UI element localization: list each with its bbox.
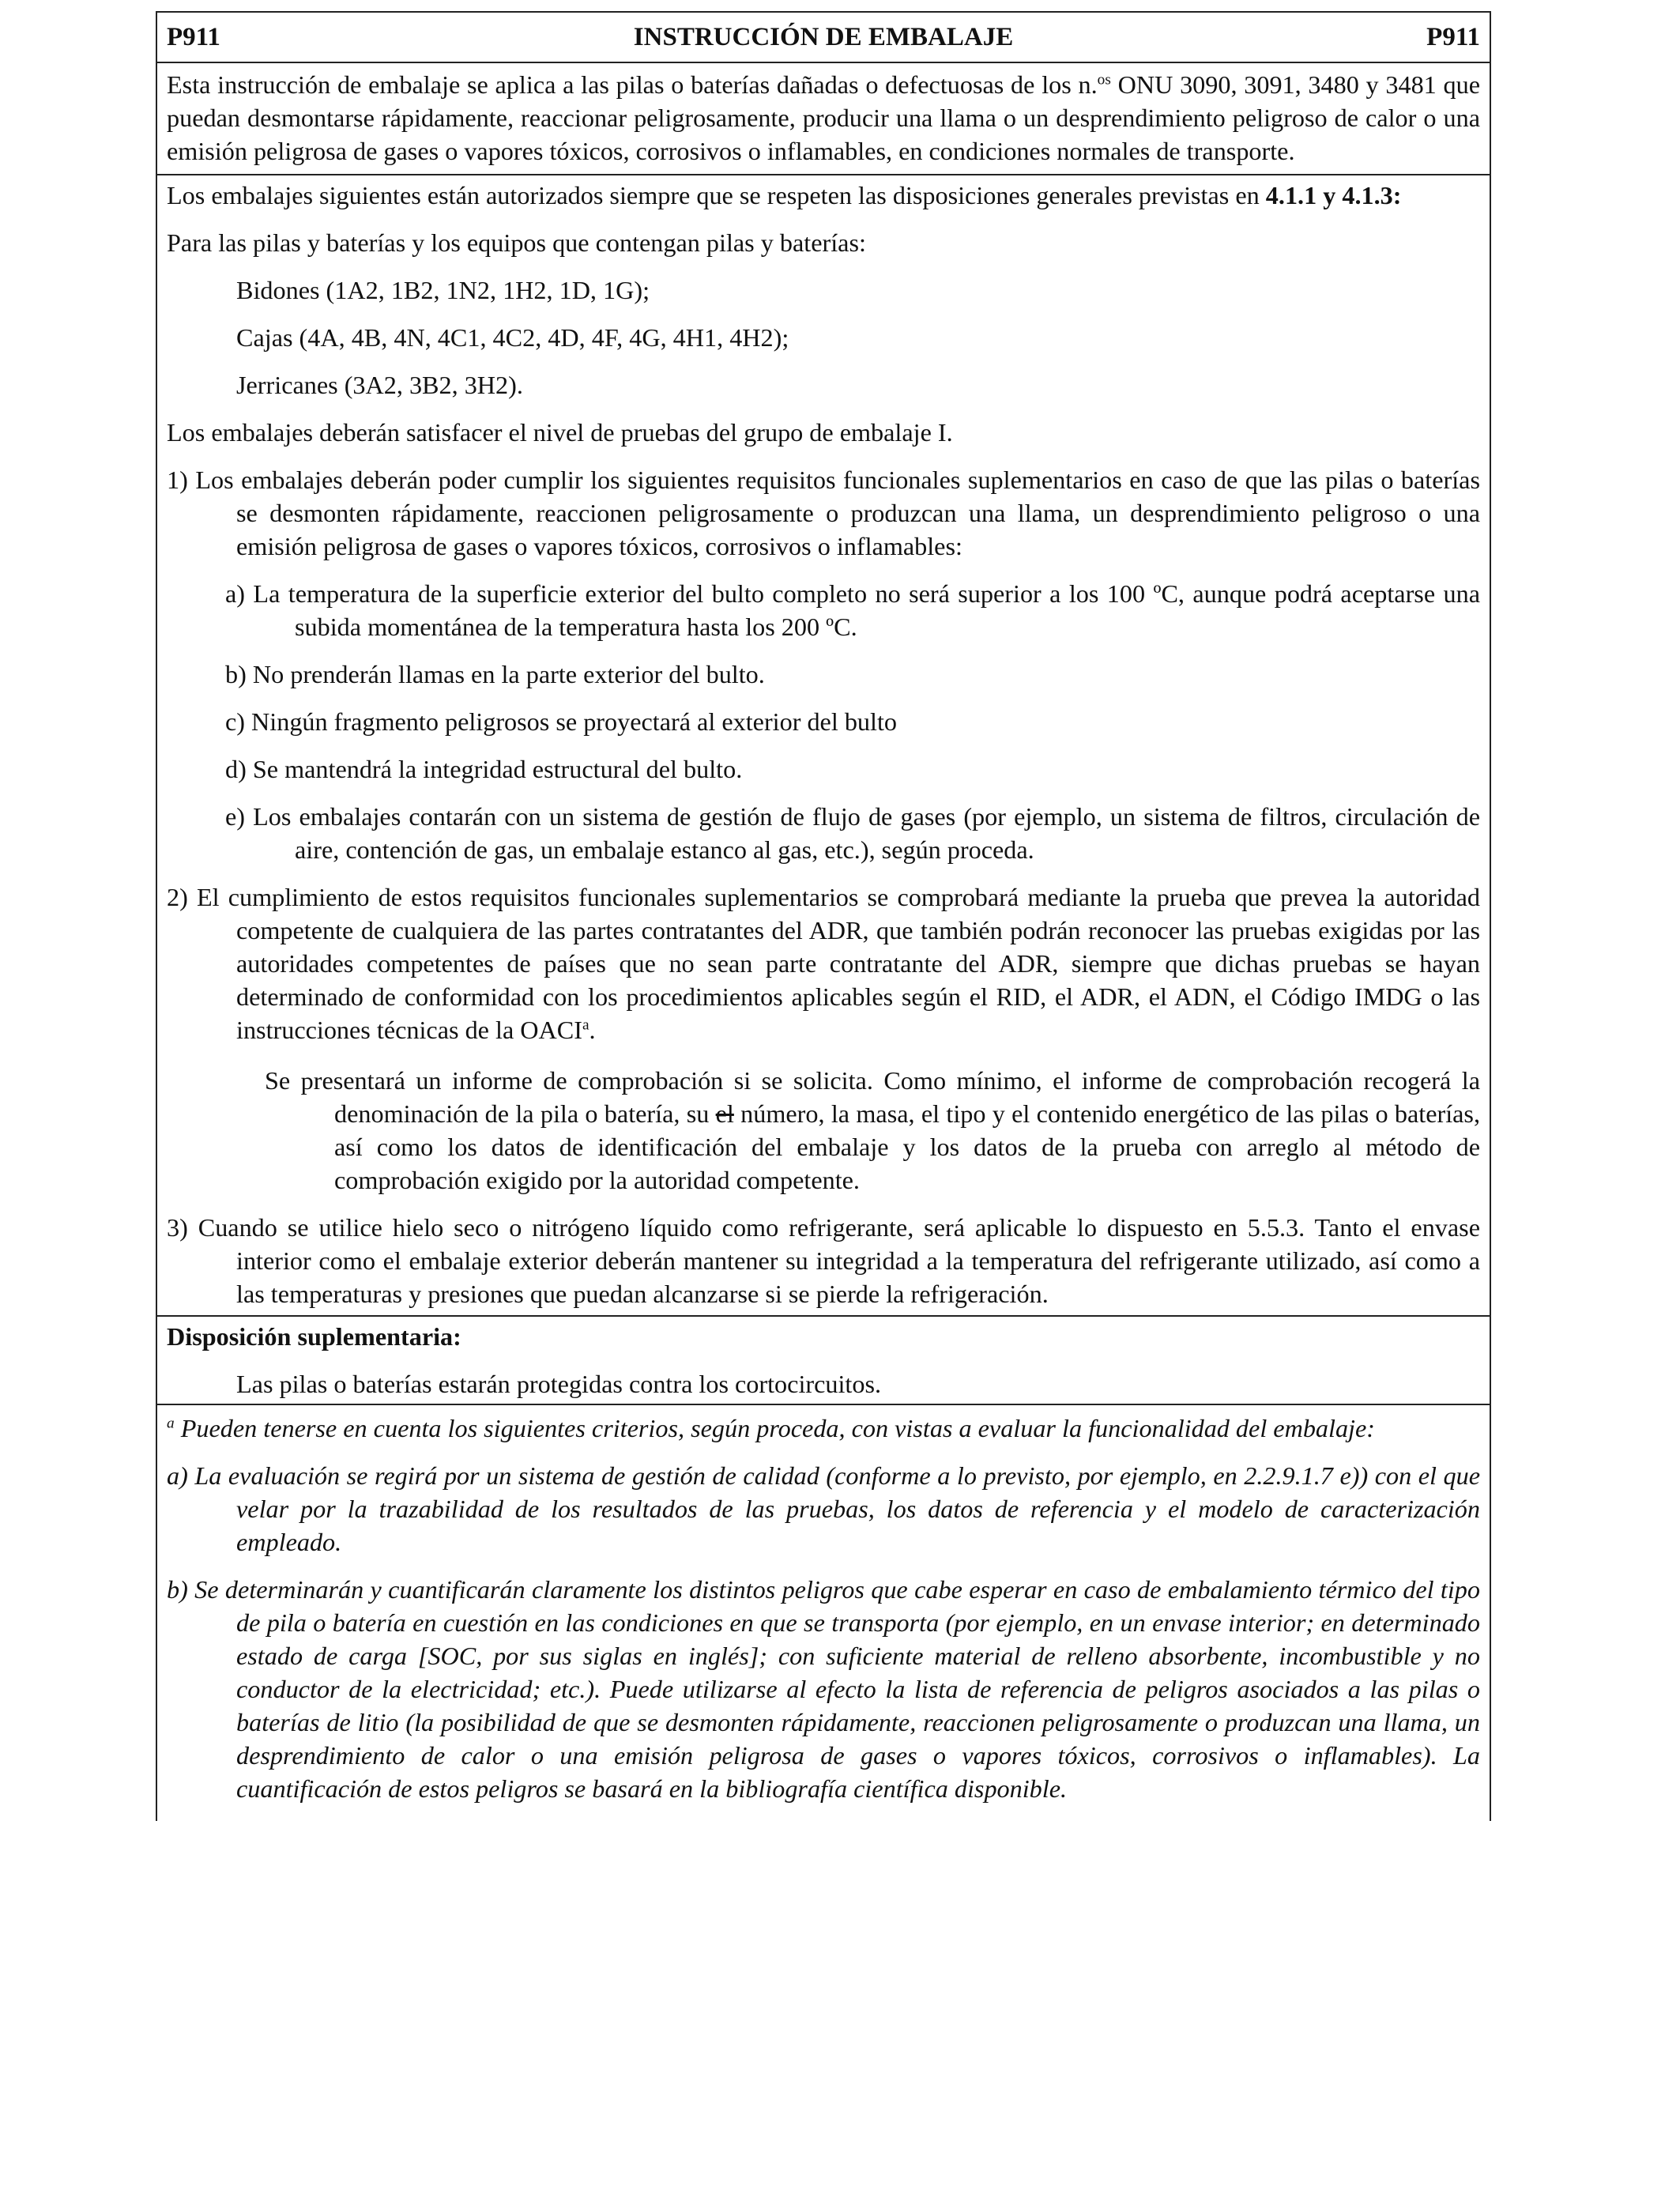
authorized-intro (167, 179, 1480, 212)
packaging-item: Jerricanes (3A2, 3B2, 3H2). (236, 371, 523, 399)
footnote-criterion: a) La evaluación se regirá por un sistema de gestión de calidad (conforme a lo previsto, por ejemplo, en 2.2.9.1.7 e)) con el que velar por la trazabilidad de los resultados de las pruebas, los datos de referencia y el modelo de caracterización empleado. (167, 1461, 1480, 1556)
requirement-1-item: d) Se mantendrá la integridad estructural del bulto. (225, 755, 743, 783)
footnote-row (156, 1404, 1490, 1821)
scope-superscript: os (1097, 71, 1111, 89)
supplementary-cell (156, 1316, 1490, 1404)
requirement-2-end: . (589, 1016, 596, 1044)
main-row (156, 175, 1490, 1316)
footnote-cell (156, 1404, 1490, 1821)
packaging-item: Bidones (1A2, 1B2, 1N2, 1H2, 1D, 1G); (236, 276, 650, 304)
scope-text-start: Esta instrucción de embalaje se aplica a las pilas o baterías dañadas o defectuosas de los n. (167, 70, 1098, 99)
requirement-1: 1) Los embalajes deberán poder cumplir los siguientes requisitos funcionales suplementarios en caso de que las pilas o baterías se desmonten rápidamente, reaccionen peligrosamente o produzcan una llama, un desprendimiento peligroso o una emisión peligrosa de gases o vapores tóxicos, corrosivos o inflamables: (167, 466, 1480, 560)
supplementary-heading: Disposición suplementaria: (167, 1322, 461, 1351)
authorized-intro-reference: 4.1.1 y 4.1.3: (1265, 181, 1402, 209)
requirement-2 (167, 880, 1480, 1046)
supplementary-text: Las pilas o baterías estarán protegidas contra los cortocircuitos. (236, 1370, 882, 1398)
requirement-1-item: a) La temperatura de la superficie exterior del bulto completo no será superior a los 100 ºC, aunque podrá aceptarse una subida momentánea de la temperatura hasta los 200 ºC. (225, 579, 1480, 641)
footnote-intro (167, 1412, 1480, 1445)
header-code-right: P911 (1313, 12, 1490, 62)
requirement-1-item: b) No prenderán llamas en la parte exterior del bulto. (225, 660, 765, 688)
header-row (156, 12, 1490, 62)
footnote-mark: a (167, 1415, 175, 1432)
packaging-item: Cajas (4A, 4B, 4N, 4C1, 4C2, 4D, 4F, 4G, 4H1, 4H2); (236, 323, 789, 352)
scope-text-end: ONU 3090, 3091, 3480 y 3481 que puedan desmontarse rápidamente, reaccionar peligrosamente, producir una llama o un desprendimiento peligroso de calor o una emisión peligrosa de gases o vapores tóxicos, corrosivos o inflamables, en condiciones normales de transporte. (167, 70, 1480, 165)
authorized-intro-text: Los embalajes siguientes están autorizados siempre que se respeten las disposiciones generales previstas en (167, 181, 1266, 209)
header-code-left: P911 (156, 12, 334, 62)
packing-instruction-document (156, 11, 1491, 1821)
footnote-intro-text: Pueden tenerse en cuenta los siguientes criterios, según proceda, con vistas a evaluar la funcionalidad del embalaje: (174, 1414, 1376, 1442)
requirement-1-item: e) Los embalajes contarán con un sistema de gestión de flujo de gases (por ejemplo, un sistema de filtros, circulación de aire, contención de gas, un embalaje estanco al gas, etc.), según proceda. (225, 802, 1480, 864)
packing-instruction-table (156, 11, 1491, 1821)
header-title: INSTRUCCIÓN DE EMBALAJE (334, 12, 1313, 62)
test-report-text-end: número, la masa, el tipo y el contenido energético de las pilas o baterías, así como los datos de identificación del embalaje y los datos de la prueba con arreglo al método de comprobación exigido por la autoridad competente. (334, 1099, 1480, 1194)
requirement-3: 3) Cuando se utilice hielo seco o nitrógeno líquido como refrigerante, será aplicable lo dispuesto en 5.5.3. Tanto el envase interior como el embalaje exterior deberán mantener su integridad a la temperatura del refrigerante utilizado, así como a las temperaturas y presiones que puedan alcanzarse si se pierde la refrigeración. (167, 1213, 1480, 1308)
applies-to-text: Para las pilas y baterías y los equipos que contengan pilas y baterías: (167, 228, 866, 257)
scope-cell (156, 62, 1490, 175)
struck-word: el (715, 1099, 734, 1128)
requirement-2-text: 2) El cumplimiento de estos requisitos funcionales suplementarios se comprobará mediante la prueba que prevea la autoridad competente de cualquiera de las partes contratantes del ADR, que también podrán reconocer las pruebas exigidas por las autoridades competentes de países que no sean parte contratante del ADR, siempre que dichas pruebas se hayan determinado de conformidad con los procedimientos aplicables según el RID, el ADR, el ADN, el Código IMDG o las instrucciones técnicas de la OACI (167, 883, 1480, 1044)
main-cell (156, 175, 1490, 1316)
test-level-text: Los embalajes deberán satisfacer el nivel de pruebas del grupo de embalaje I. (167, 418, 953, 447)
scope-paragraph (167, 68, 1480, 168)
footnote-reference: a (582, 1016, 590, 1034)
test-report-paragraph (243, 1064, 1480, 1197)
supplementary-row (156, 1316, 1490, 1404)
footnote-criterion: b) Se determinarán y cuantificarán claramente los distintos peligros que cabe esperar en caso de embalamiento térmico del tipo de pila o batería en cuestión en las condiciones en que se transporta (por ejemplo, en un envase interior; en determinado estado de carga [SOC, por sus siglas en inglés]; con suficiente material de relleno absorbente, incombustible y no conductor de la electricidad; etc.). Puede utilizarse al efecto la lista de referencia de peligros asociados a las pilas o baterías de litio (la posibilidad de que se desmonten rápidamente, reaccionen peligrosamente o produzcan una llama, un desprendimiento de calor o una emisión peligrosa de gases o vapores tóxicos, corrosivos o inflamables). La cuantificación de estos peligros se basará en la bibliografía científica disponible. (167, 1575, 1480, 1803)
test-report-text-start: Se presentará un informe de comprobación si se solicita. Como mínimo, el informe de comprobación recogerá la denominación de la pila o batería, su (265, 1066, 1480, 1128)
scope-row (156, 62, 1490, 175)
requirement-1-item: c) Ningún fragmento peligrosos se proyectará al exterior del bulto (225, 707, 897, 736)
